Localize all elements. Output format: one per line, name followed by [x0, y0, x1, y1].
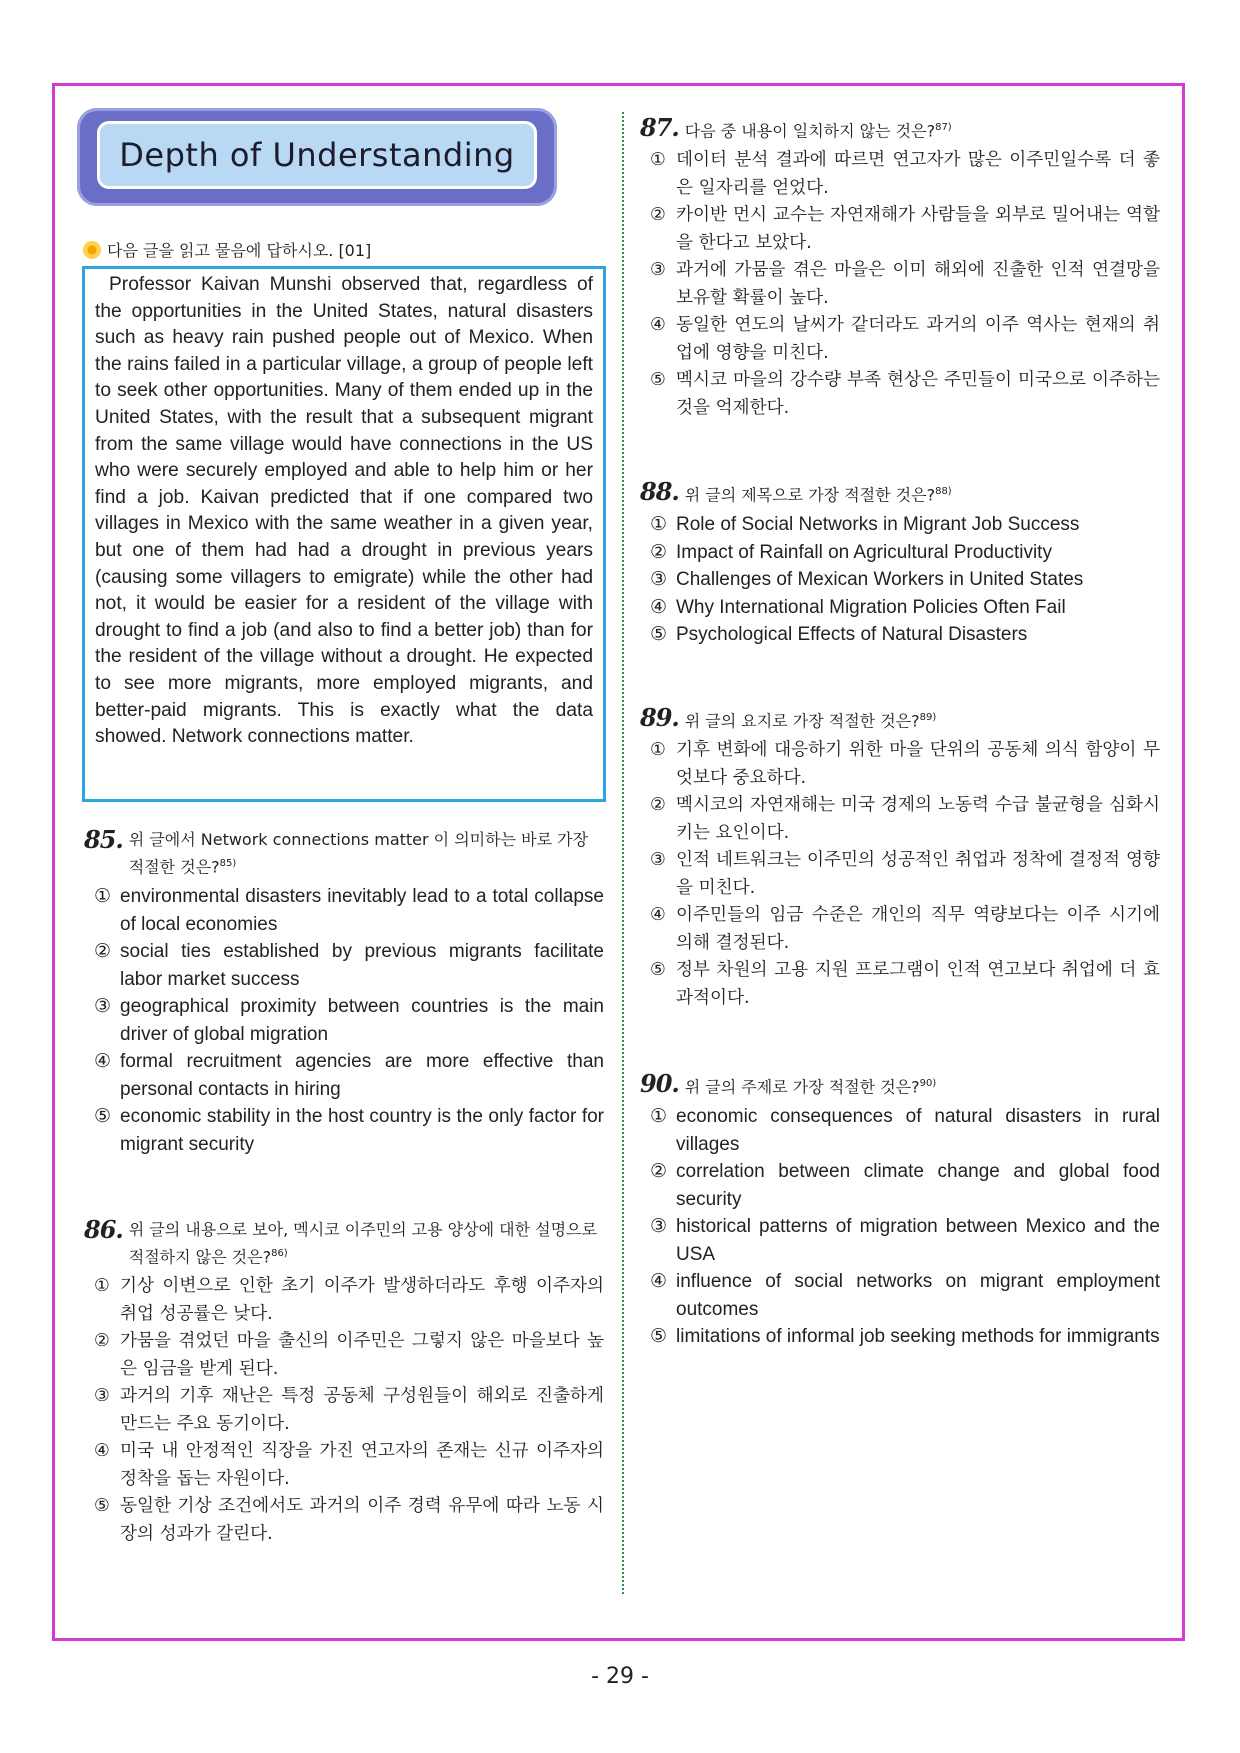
footnote-ref: 87)	[935, 122, 952, 133]
option-2[interactable]: ② Impact of Rainfall on Agricultural Productivity	[650, 541, 1052, 563]
option-3[interactable]: ③ historical patterns of migration between Mexico and the USA	[650, 1216, 1160, 1265]
page-number: - 29 -	[591, 1664, 649, 1689]
option-2[interactable]: ② social ties established by previous migrants facilitate labor market success	[94, 941, 604, 990]
option-2[interactable]: ② 멕시코의 자연재해는 미국 경제의 노동력 수급 불균형을 심화시키는 요인이다.	[650, 795, 1160, 843]
question-87	[640, 113, 1160, 422]
question-90	[640, 1069, 1160, 1351]
option-1[interactable]: ① economic consequences of natural disasters in rural villages	[650, 1106, 1160, 1155]
option-1[interactable]: ① 데이터 분석 결과에 따르면 연고자가 많은 이주민일수록 더 좋은 일자리를 얻었다.	[650, 150, 1160, 198]
option-5[interactable]: ⑤ Psychological Effects of Natural Disasters	[650, 624, 1028, 646]
footnote-ref: 86)	[271, 1248, 288, 1259]
option-4[interactable]: ④ Why International Migration Policies Often Fail	[650, 596, 1066, 618]
footnote-ref: 88)	[935, 486, 952, 497]
footnote-ref: 89)	[919, 712, 937, 723]
option-4[interactable]: ④ 미국 내 안정적인 직장을 가진 연고자의 존재는 신규 이주자의 정착을 돕는 자원이다.	[94, 1441, 604, 1489]
question-stem: 위 글의 요지로 가장 적절한 것은?	[684, 711, 920, 731]
option-3[interactable]: ③ 과거에 가뭄을 겪은 마을은 이미 해외에 진출한 인적 연결망을 보유할 확률이 높다.	[650, 260, 1160, 308]
option-2[interactable]: ② 카이반 먼시 교수는 자연재해가 사람들을 외부로 밀어내는 역할을 한다고 보았다.	[650, 205, 1160, 253]
option-5[interactable]: ⑤ economic stability in the host country is the only factor for migrant security	[94, 1106, 604, 1155]
footnote-ref: 90)	[919, 1078, 937, 1089]
flower-icon	[83, 241, 101, 259]
question-stem: 다음 중 내용이 일치하지 않는 것은?	[684, 121, 936, 141]
option-3[interactable]: ③ Challenges of Mexican Workers in United States	[650, 569, 1084, 591]
option-5[interactable]: ⑤ limitations of informal job seeking methods for immigrants	[650, 1326, 1160, 1348]
question-number: 90.	[640, 1069, 679, 1098]
option-4[interactable]: ④ 이주민들의 임금 수준은 개인의 직무 역량보다는 이주 시기에 의해 결정된다.	[650, 905, 1160, 953]
section-title-panel	[97, 121, 537, 189]
question-number: 88.	[640, 477, 679, 506]
section-title: Depth of Understanding	[119, 136, 515, 174]
option-5[interactable]: ⑤ 멕시코 마을의 강수량 부족 현상은 주민들이 미국으로 이주하는 것을 억제한다.	[650, 370, 1160, 418]
option-2[interactable]: ② correlation between climate change and global food security	[650, 1161, 1160, 1210]
question-number: 85.	[84, 825, 123, 854]
question-number: 87.	[640, 113, 679, 142]
question-number: 89.	[640, 703, 679, 732]
option-4[interactable]: ④ 동일한 연도의 날씨가 같더라도 과거의 이주 역사는 현재의 취업에 영향을 미친다.	[650, 315, 1160, 363]
option-1[interactable]: ① Role of Social Networks in Migrant Job Success	[650, 514, 1080, 536]
section-title-badge	[77, 108, 557, 206]
reading-passage: Professor Kaivan Munshi observed that, regardless of the opportunities in the United States, natural disasters such as heavy rain pushed people out of Mexico. When the rains failed in a particular village, a group of people left to seek other opportunities. Many of them ended up in the United States, with the result that a subsequent migrant from the same village would have connections in the US who were securely employed and able to help him or her find a job. Kaivan predicted that if one compared two villages in Mexico with the same weather in a given year, but one of them had had a drought in previous years (causing some villagers to emigrate) while the other had not, it would be easier for a resident of the village with drought to find a job (and also to find a better job) than for the resident of the village without a drought. He expected to see more migrants, more employed migrants, and better-paid migrants. This is exactly what the data showed. Network connections matter.	[82, 266, 606, 802]
question-86	[84, 1215, 604, 1548]
option-1[interactable]: ① 기후 변화에 대응하기 위한 마을 단위의 공동체 의식 함양이 무엇보다 중요하다.	[650, 740, 1160, 788]
option-3[interactable]: ③ 과거의 기후 재난은 특정 공동체 구성원들이 해외로 진출하게 만드는 주요 동기이다.	[94, 1386, 604, 1434]
question-stem: 위 글의 주제로 가장 적절한 것은?	[684, 1077, 920, 1097]
instruction	[83, 238, 371, 261]
option-2[interactable]: ② 가뭄을 겪었던 마을 출신의 이주민은 그렇지 않은 마을보다 높은 임금을 받게 된다.	[94, 1331, 604, 1379]
question-stem: 위 글에서 Network connections matter 이 의미하는 바로 가장 적절한 것은?	[128, 830, 589, 877]
question-stem: 위 글의 내용으로 보아, 멕시코 이주민의 고용 양상에 대한 설명으로 적절하지 않은 것은?	[128, 1220, 597, 1267]
option-5[interactable]: ⑤ 동일한 기상 조건에서도 과거의 이주 경력 유무에 따라 노동 시장의 성과가 갈린다.	[94, 1496, 604, 1544]
option-1[interactable]: ① 기상 이변으로 인한 초기 이주가 발생하더라도 후행 이주자의 취업 성공률은 낮다.	[94, 1276, 604, 1324]
instruction-text: 다음 글을 읽고 물음에 답하시오. [01]	[107, 241, 372, 260]
column-divider	[622, 112, 624, 1594]
option-1[interactable]: ① environmental disasters inevitably lead to a total collapse of local economies	[94, 886, 604, 935]
question-89	[640, 703, 1160, 1012]
option-3[interactable]: ③ geographical proximity between countries is the main driver of global migration	[94, 996, 604, 1045]
option-4[interactable]: ④ formal recruitment agencies are more effective than personal contacts in hiring	[94, 1051, 604, 1100]
question-stem: 위 글의 제목으로 가장 적절한 것은?	[684, 485, 936, 505]
option-5[interactable]: ⑤ 정부 차원의 고용 지원 프로그램이 인적 연고보다 취업에 더 효과적이다.	[650, 960, 1160, 1008]
option-3[interactable]: ③ 인적 네트워크는 이주민의 성공적인 취업과 정착에 결정적 영향을 미친다.	[650, 850, 1160, 898]
question-88	[640, 477, 1160, 649]
question-85	[84, 825, 604, 1158]
question-number: 86.	[84, 1215, 123, 1244]
footnote-ref: 85)	[219, 858, 237, 869]
option-4[interactable]: ④ influence of social networks on migrant employment outcomes	[650, 1271, 1160, 1320]
